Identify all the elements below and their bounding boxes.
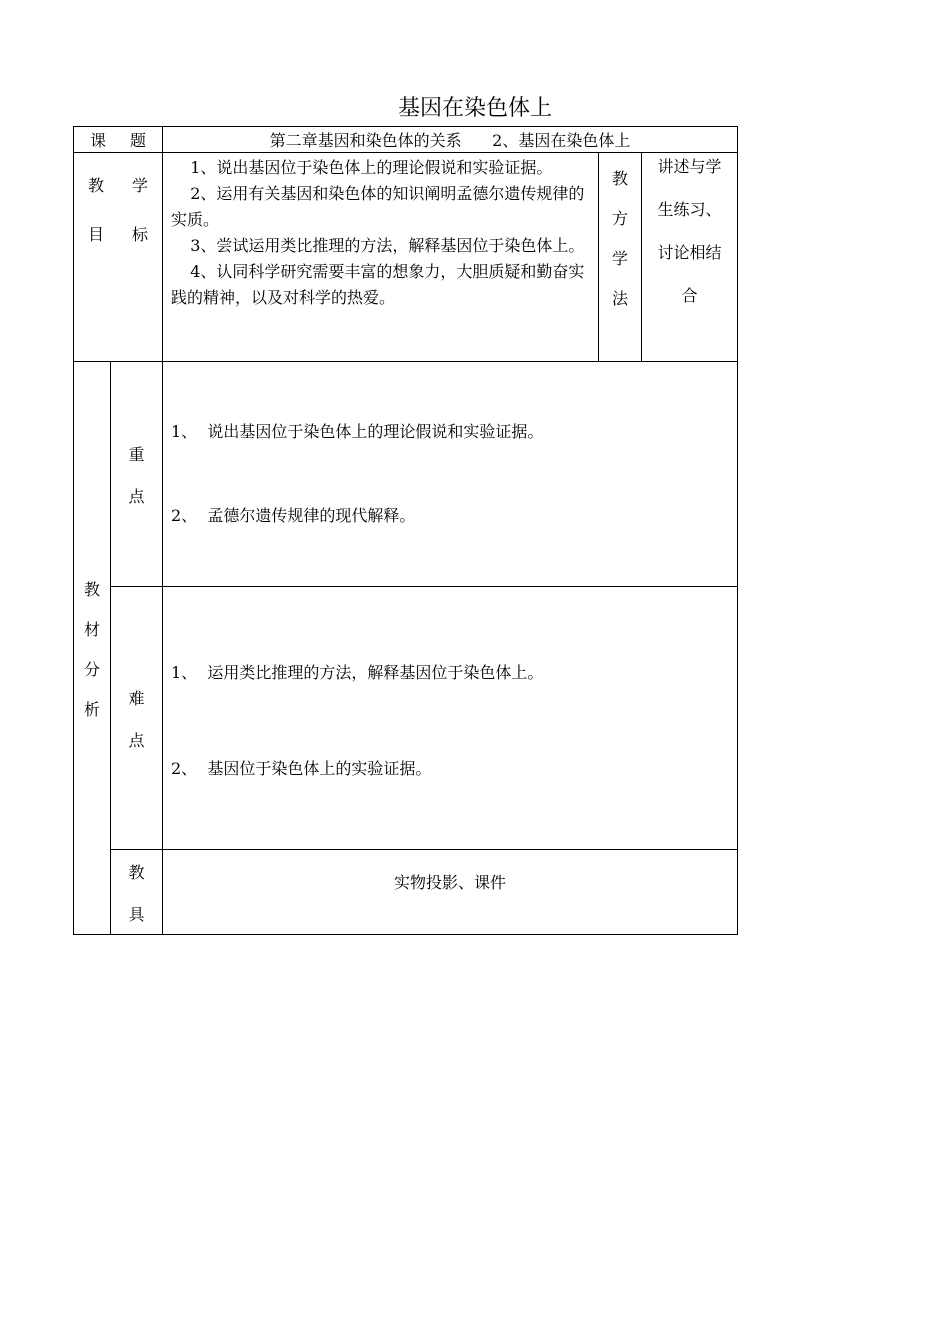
key-points-content (163, 362, 738, 587)
aids-label: 教 具 (111, 850, 163, 935)
key-point-item: 2、 孟德尔遗传规律的现代解释。 (171, 506, 416, 525)
objective-item: 4、认同科学研究需要丰富的想象力，大胆质疑和勤奋实践的精神，以及对科学的热爱。 (171, 262, 585, 307)
key-point-item: 1、 说出基因位于染色体上的理论假说和实验证据。 (171, 422, 544, 441)
key-points-label: 重 点 (111, 362, 163, 587)
aids-row (74, 850, 738, 935)
methods-label: 教 方 学 法 (599, 153, 642, 362)
topic-row (74, 127, 738, 153)
difficulties-label: 难 点 (111, 587, 163, 850)
topic-label: 课 题 (74, 127, 163, 153)
difficulties-content (163, 587, 738, 850)
key-points-row (74, 362, 738, 587)
difficulty-item: 2、 基因位于染色体上的实验证据。 (171, 759, 432, 778)
objective-item: 2、运用有关基因和染色体的知识阐明孟德尔遗传规律的实质。 (171, 184, 585, 229)
objectives-row (74, 153, 738, 362)
objectives-content (163, 153, 599, 362)
objectives-label: 教 学 目 标 (74, 153, 163, 362)
objective-item: 1、说出基因位于染色体上的理论假说和实验证据。 (190, 158, 553, 177)
difficulty-item: 1、 运用类比推理的方法，解释基因位于染色体上。 (171, 663, 544, 682)
analysis-label: 教 材 分 析 (74, 362, 111, 935)
lesson-plan-table (73, 126, 738, 935)
title-text: 基因在染色体上 (397, 96, 552, 121)
difficulties-row (74, 587, 738, 850)
methods-value: 讲述与学 生练习、 讨论相结 合 (642, 153, 738, 362)
aids-content: 实物投影、课件 (163, 850, 738, 935)
topic-value: 第二章基因和染色体的关系 2、基因在染色体上 (163, 127, 738, 153)
document-title (0, 92, 950, 126)
objective-item: 3、尝试运用类比推理的方法，解释基因位于染色体上。 (190, 236, 585, 255)
